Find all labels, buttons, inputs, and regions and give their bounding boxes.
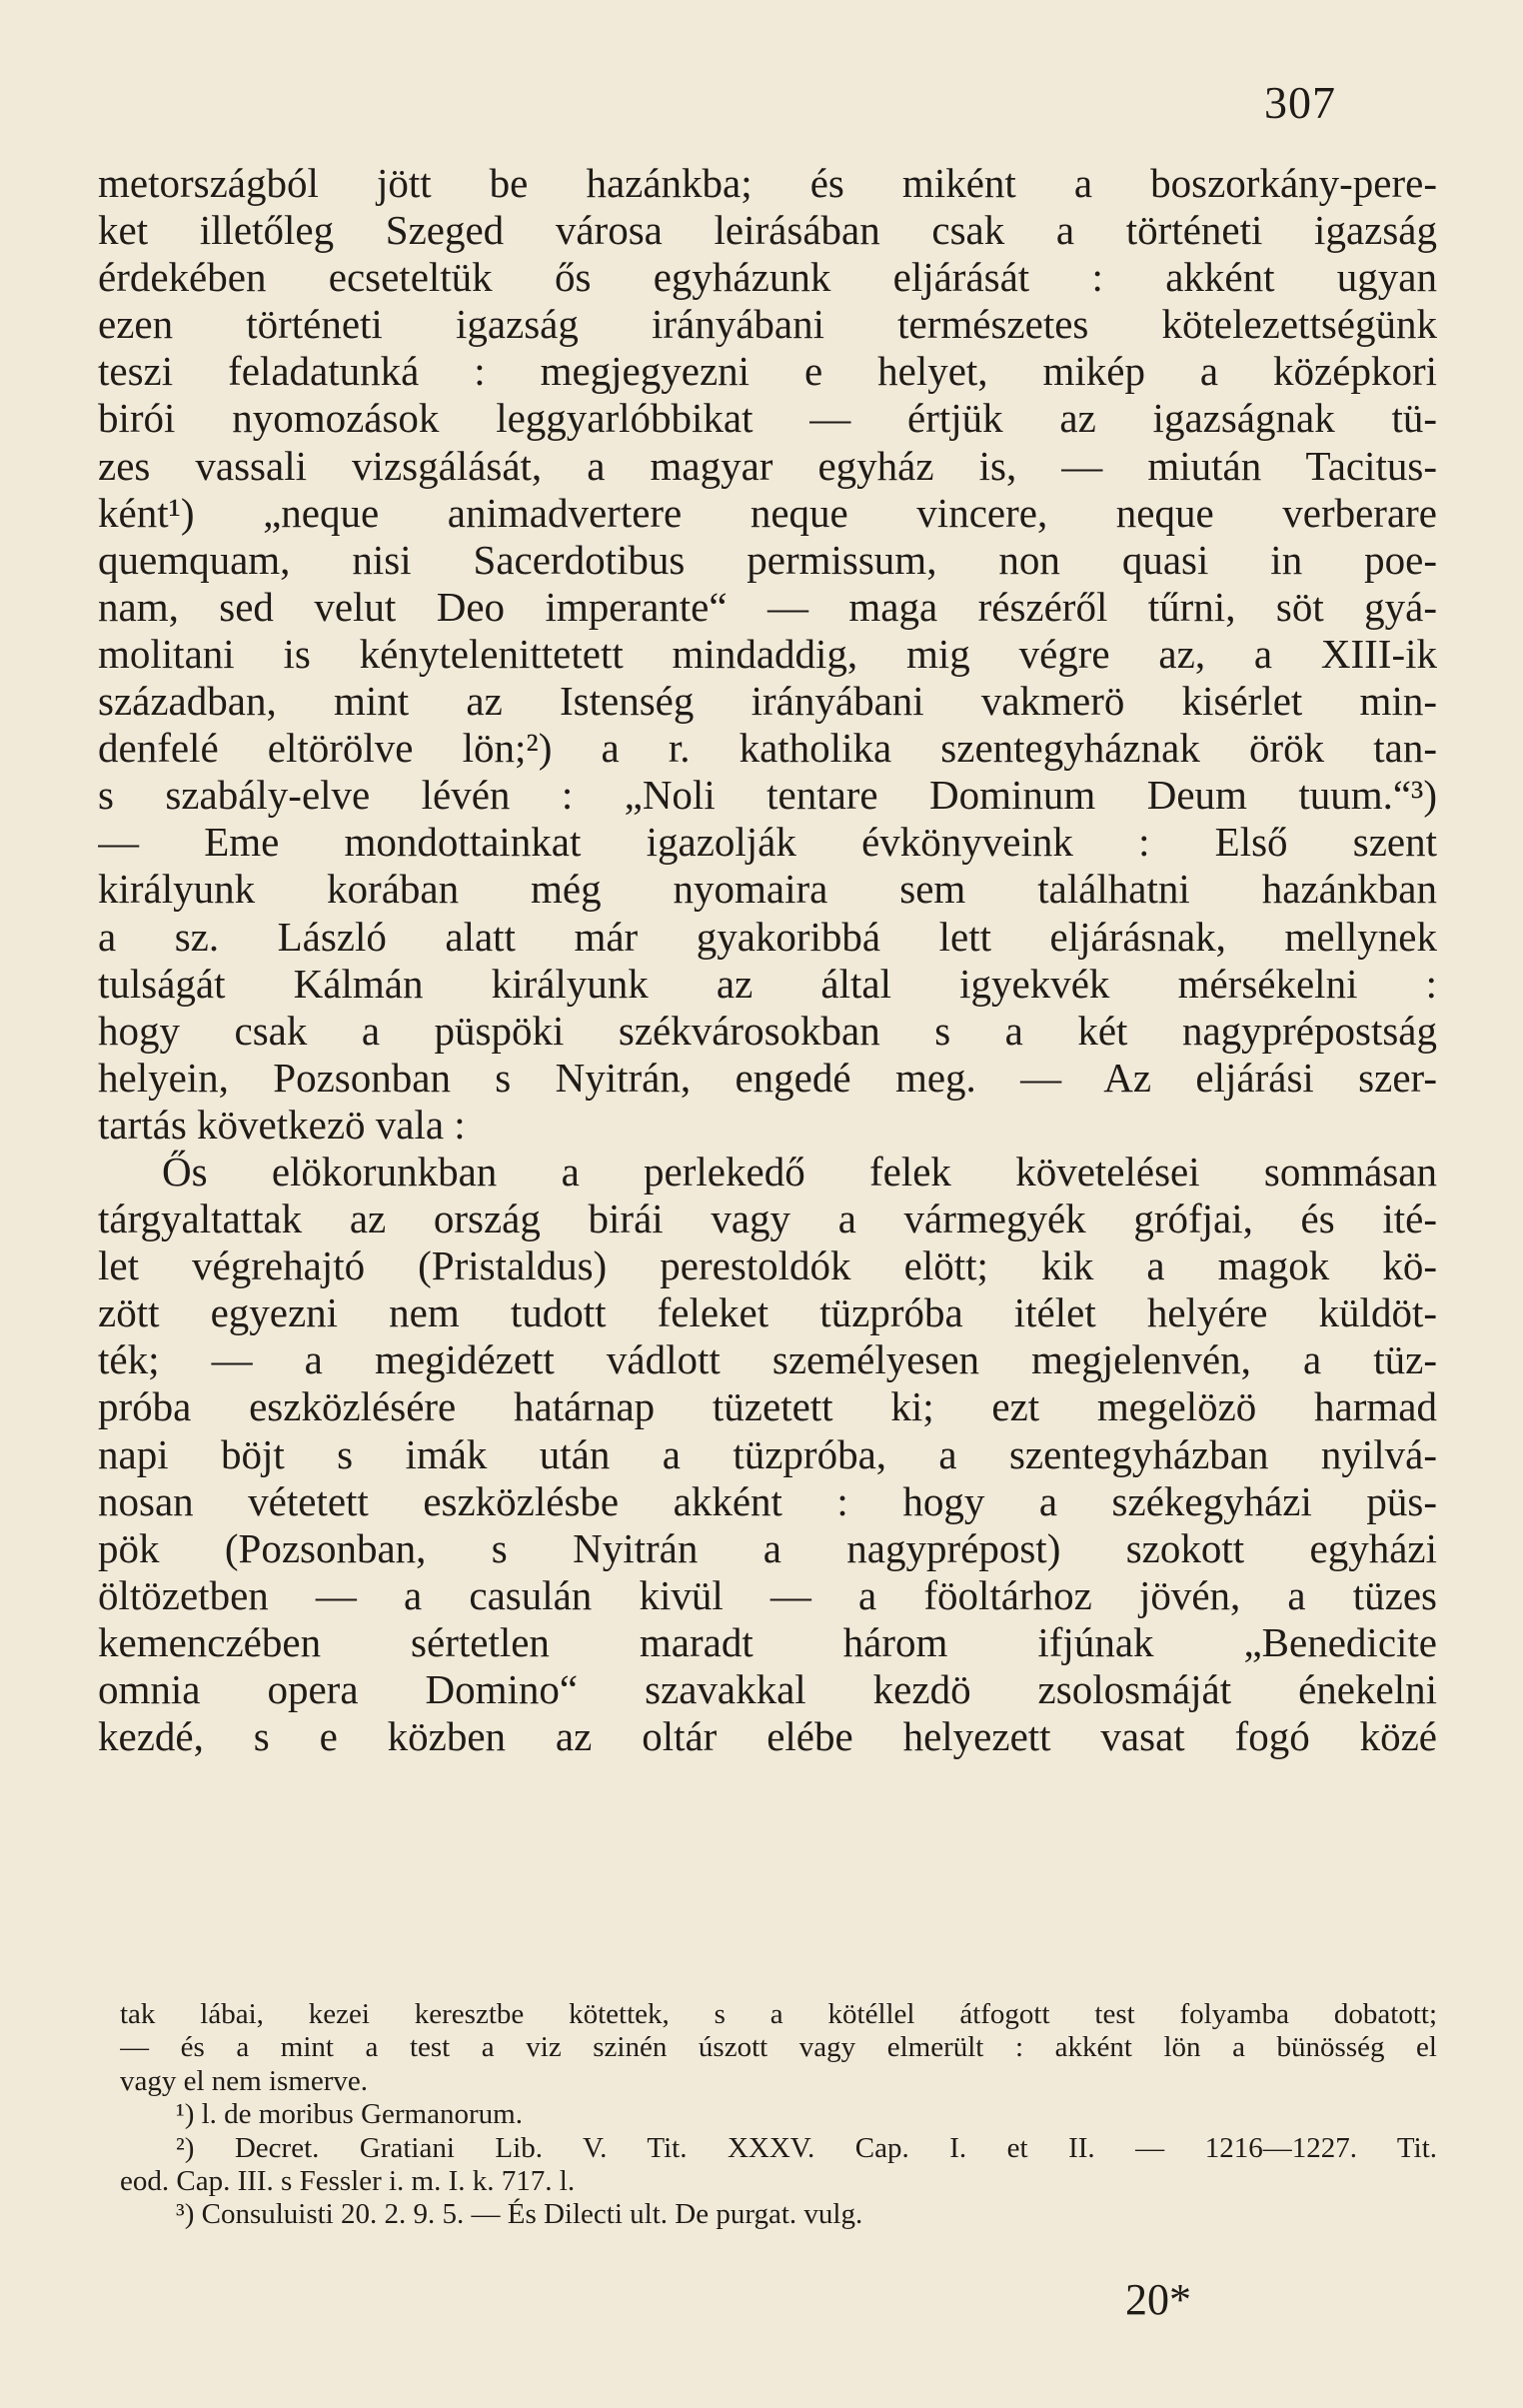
footnote-3: ³) Consuluisti 20. 2. 9. 5. — És Dilecti ult. De purgat. vulg.: [176, 2198, 863, 2231]
text-line: birói nyomozások leggyarlóbbikat — értjük az igazságnak tü-: [98, 395, 1437, 442]
text-line: helyein, Pozsonban s Nyitrán, engedé meg. — Az eljárási szer-: [98, 1054, 1437, 1101]
text-line: nam, sed velut Deo imperante“ — maga részéről tűrni, söt gyá-: [98, 583, 1437, 630]
page-number: 307: [1264, 77, 1336, 128]
text-line: ték; — a megidézett vádlott személyesen megjelenvén, a tüz-: [98, 1336, 1437, 1383]
text-line: ként¹) „neque animadvertere neque vincere, neque verberare: [98, 489, 1437, 536]
footnote-2: ²) Decret. Gratiani Lib. V. Tit. XXXV. Cap. I. et II. — 1216—1227. Tit.: [176, 2131, 1437, 2164]
footnote-1: ¹) l. de moribus Germanorum.: [176, 2098, 523, 2131]
text-line: teszi feladatunká : megjegyezni e helyet, mikép a középkori: [98, 348, 1437, 395]
text-line: zes vassali vizsgálását, a magyar egyház is, — miután Tacitus-: [98, 442, 1437, 489]
text-line: a sz. László alatt már gyakoribbá lett eljárásnak, mellynek: [98, 913, 1437, 960]
text-line: királyunk korában még nyomaira sem találhatni hazánkban: [98, 866, 1437, 913]
footnote-line: tak lábai, kezei keresztbe kötettek, s a kötéllel átfogott test folyamba dobatott;: [120, 1998, 1437, 2030]
footnote-line: vagy el nem ismerve.: [120, 2064, 369, 2097]
text-line: öltözetben — a casulán kivül — a föoltárhoz jövén, a tüzes: [98, 1571, 1437, 1618]
text-line: napi böjt s imák után a tüzpróba, a szentegyházban nyilvá-: [98, 1430, 1437, 1477]
paragraph-start-line: Ős elökorunkban a perlekedő felek követelései sommásan: [162, 1148, 1437, 1195]
text-line: s szabály-elve lévén : „Noli tentare Dominum Deum tuum.“³): [98, 772, 1437, 819]
text-line: tartás következö vala :: [98, 1101, 466, 1148]
text-line: pök (Pozsonban, s Nyitrán a nagyprépost) szokott egyházi: [98, 1524, 1437, 1571]
text-line: omnia opera Domino“ szavakkal kezdö zsolosmáját énekelni: [98, 1666, 1437, 1712]
body-text: [98, 160, 1437, 1760]
text-line: nosan vétetett eszközlésbe akként : hogy a székegyházi püs-: [98, 1477, 1437, 1524]
text-line: érdekében ecseteltük ős egyházunk eljárását : akként ugyan: [98, 254, 1437, 301]
text-line: molitani is kénytelenittetett mindaddig, mig végre az, a XIII-ik: [98, 630, 1437, 677]
text-line: hogy csak a püspöki székvárosokban s a két nagyprépostság: [98, 1007, 1437, 1054]
footnotes: [120, 1998, 1437, 2232]
text-line: zött egyezni nem tudott feleket tüzpróba itélet helyére küldöt-: [98, 1289, 1437, 1336]
text-line: tárgyaltattak az ország birái vagy a vármegyék grófjai, és ité-: [98, 1196, 1437, 1242]
text-line: tulságát Kálmán királyunk az által igyekvék mérsékelni :: [98, 960, 1437, 1007]
text-line: században, mint az Istenség irányábani vakmerö kisérlet min-: [98, 678, 1437, 725]
text-line: próba eszközlésére határnap tüzetett ki; ezt megelözö harmad: [98, 1383, 1437, 1430]
text-line: kezdé, s e közben az oltár elébe helyezett vasat fogó közé: [98, 1713, 1437, 1760]
footnote-line: — és a mint a test a viz szinén úszott vagy elmerült : akként lön a bünösség el: [120, 2031, 1437, 2064]
printer-signature-mark: 20*: [1125, 2275, 1191, 2324]
text-line: ket illetőleg Szeged városa leirásában csak a történeti igazság: [98, 207, 1437, 254]
text-line: let végrehajtó (Pristaldus) perestoldók elött; kik a magok kö-: [98, 1242, 1437, 1289]
text-line: quemquam, nisi Sacerdotibus permissum, non quasi in poe-: [98, 536, 1437, 583]
text-line: metországból jött be hazánkba; és miként a boszorkány-pere-: [98, 160, 1437, 206]
text-line: denfelé eltörölve lön;²) a r. katholika szentegyháznak örök tan-: [98, 725, 1437, 772]
text-line: kemenczében sértetlen maradt három ifjúnak „Benedicite: [98, 1618, 1437, 1665]
text-line: ezen történeti igazság irányábani természetes kötelezettségünk: [98, 301, 1437, 348]
text-line: — Eme mondottainkat igazolják évkönyveink : Első szent: [98, 819, 1437, 866]
footnote-line: eod. Cap. III. s Fessler i. m. I. k. 717. l.: [120, 2164, 576, 2197]
